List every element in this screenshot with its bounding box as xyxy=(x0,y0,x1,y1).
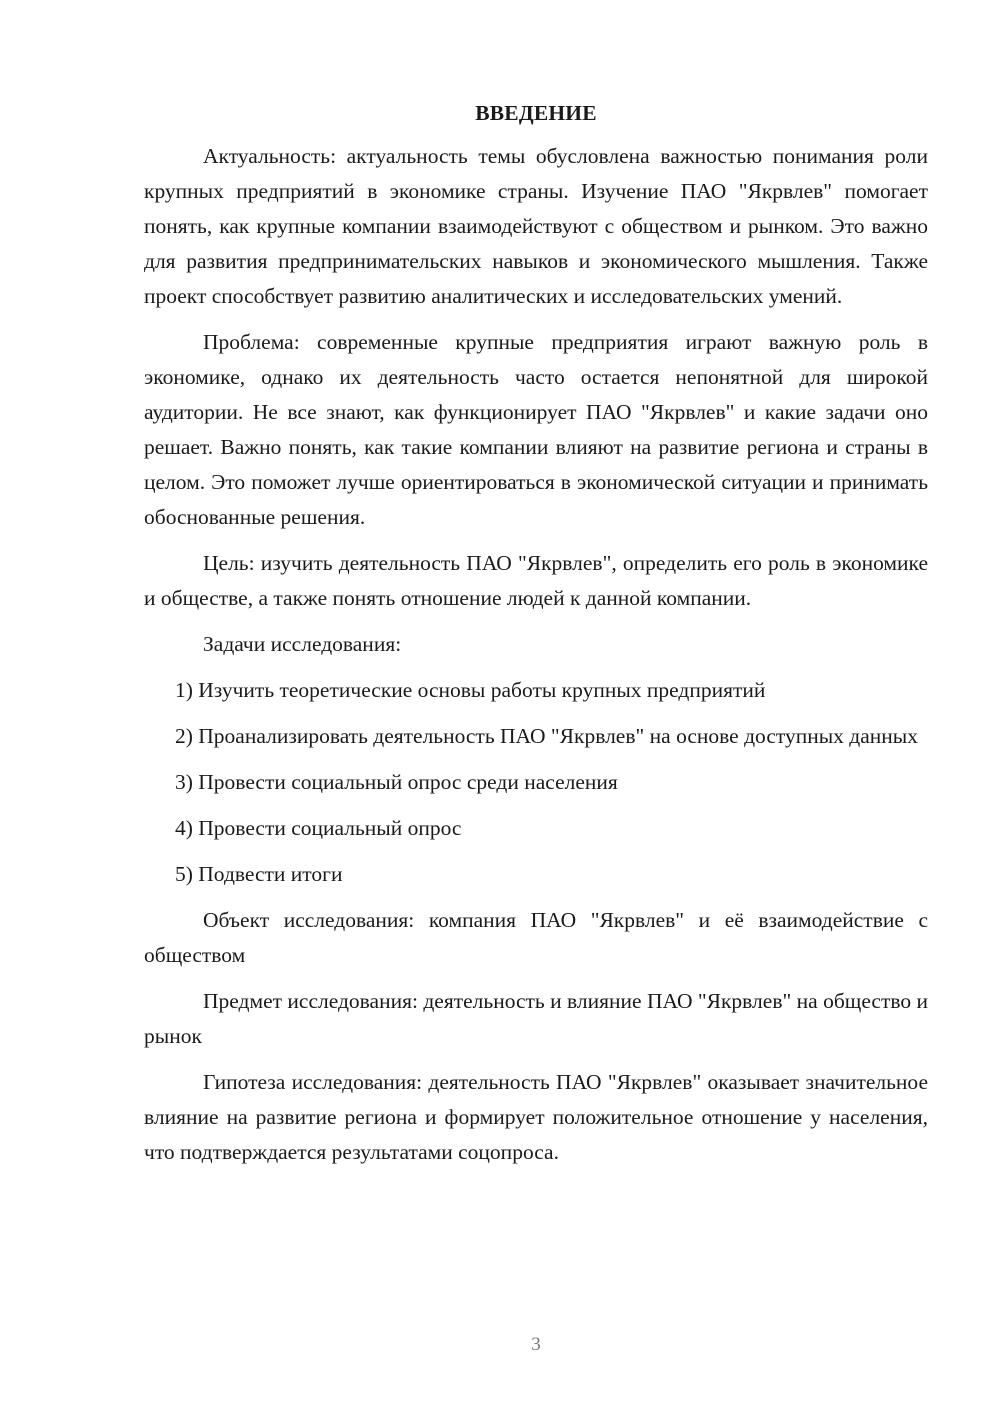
task-item: 2) Проанализировать деятельность ПАО "Якрвлев" на основе доступных данных xyxy=(175,724,918,748)
task-item: 4) Провести социальный опрос xyxy=(175,816,462,840)
problem-paragraph: Проблема: современные крупные предприятия играют важную роль в экономике, однако их деятельность часто остается непонятной для широкой аудитории. Не все знают, как функционирует ПАО "Якрвлев" и какие задачи оно решает. Важно понять, как такие компании влияют на развитие региона и страны в целом. Это поможет лучше ориентироваться в экономической ситуации и принимать обоснованные решения. xyxy=(144,330,928,529)
task-item: 3) Провести социальный опрос среди населения xyxy=(175,770,618,794)
page-number: 3 xyxy=(531,1334,541,1355)
task-item: 5) Подвести итоги xyxy=(175,862,343,886)
tasks-heading: Задачи исследования: xyxy=(203,632,402,656)
section-title: ВВЕДЕНИЕ xyxy=(475,101,597,125)
task-item: 1) Изучить теоретические основы работы крупных предприятий xyxy=(175,678,766,702)
subject-paragraph: Предмет исследования: деятельность и влияние ПАО "Якрвлев" на общество и рынок xyxy=(144,989,928,1048)
object-paragraph: Объект исследования: компания ПАО "Якрвлев" и её взаимодействие с обществом xyxy=(144,908,928,967)
hypothesis-paragraph: Гипотеза исследования: деятельность ПАО "Якрвлев" оказывает значительное влияние на развитие региона и формирует положительное отношение у населения, что подтверждается результатами соцопроса. xyxy=(144,1070,928,1164)
relevance-paragraph: Актуальность: актуальность темы обусловлена важностью понимания роли крупных предприятий в экономике страны. Изучение ПАО "Якрвлев" помогает понять, как крупные компании взаимодействуют с обществом и рынком. Это важно для развития предпринимательских навыков и экономического мышления. Также проект способствует развитию аналитических и исследовательских умений. xyxy=(144,144,928,308)
goal-paragraph: Цель: изучить деятельность ПАО "Якрвлев", определить его роль в экономике и обществе, а также понять отношение людей к данной компании. xyxy=(144,551,928,610)
